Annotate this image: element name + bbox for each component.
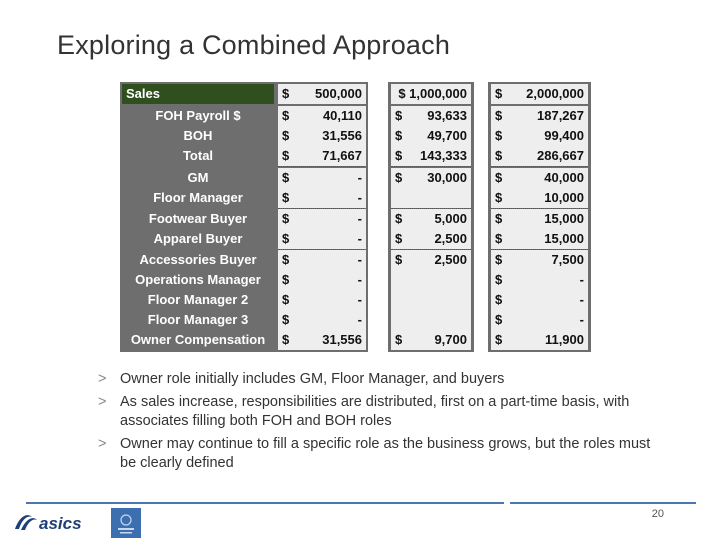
col3-currency: $ (491, 229, 513, 249)
col2-value: $ 1,000,000 (391, 84, 471, 104)
col2-value: 2,500 (413, 250, 471, 270)
bullet-list (98, 370, 658, 477)
col2-currency: $ (391, 209, 413, 229)
row-label: Total (182, 148, 214, 163)
col1-currency: $ (278, 84, 304, 104)
row-label: Floor Manager (153, 190, 243, 205)
row-label: Owner Compensation (130, 332, 266, 347)
col1-currency: $ (278, 310, 304, 330)
col2-value: 9,700 (413, 330, 471, 350)
col3-value: - (513, 310, 588, 330)
row-label: FOH Payroll $ (155, 108, 241, 123)
col2-value: 93,633 (413, 106, 471, 126)
col3-value: 187,267 (513, 106, 588, 126)
col2-value: 143,333 (413, 146, 471, 166)
col3-value: 286,667 (513, 146, 588, 166)
col1-value: - (304, 250, 366, 270)
slide-title: Exploring a Combined Approach (57, 30, 451, 60)
bullet-text: As sales increase, responsibilities are distributed, first on a part-time basis, with associates filling both FOH and BOH roles (120, 394, 630, 429)
col2-value (413, 290, 471, 310)
bullet-text: Owner role initially includes GM, Floor Manager, and buyers (120, 371, 505, 387)
row-separator (391, 166, 471, 167)
col1-currency: $ (278, 330, 304, 350)
col3-currency: $ (491, 250, 513, 270)
col1-currency: $ (278, 250, 304, 270)
col3-currency: $ (491, 310, 513, 330)
col3-value: 7,500 (513, 250, 588, 270)
col3-currency: $ (491, 290, 513, 310)
col1-currency: $ (278, 126, 304, 146)
col2-currency: $ (391, 126, 413, 146)
col1-currency: $ (278, 290, 304, 310)
col2-value: 5,000 (413, 209, 471, 229)
row-label: GM (187, 170, 209, 185)
bullet-text: Owner may continue to fill a specific role as the business grows, but the roles must be clearly defined (120, 436, 651, 471)
col2-currency: $ (391, 168, 413, 188)
col3-currency: $ (491, 146, 513, 166)
col2-value: 30,000 (413, 168, 471, 188)
col1-value: 31,556 (304, 126, 366, 146)
col1-currency: $ (278, 168, 304, 188)
bullet-item (98, 393, 658, 431)
col2-currency: $ (391, 106, 413, 126)
col1-value: 500,000 (304, 84, 366, 104)
col1-value: 31,556 (304, 330, 366, 350)
col3-value: 2,000,000 (513, 84, 588, 104)
col3-currency: $ (491, 188, 513, 208)
col2-currency: $ (391, 250, 413, 270)
col1-value: - (304, 188, 366, 208)
row-separator (278, 166, 364, 167)
col1-currency: $ (278, 209, 304, 229)
row-separator (491, 166, 588, 167)
col2-currency (391, 188, 413, 208)
col1-currency: $ (278, 146, 304, 166)
bullet-item (98, 435, 658, 473)
col3-currency: $ (491, 270, 513, 290)
col3-currency: $ (491, 209, 513, 229)
row-label: Accessories Buyer (139, 252, 257, 267)
row-label: Floor Manager 3 (147, 312, 249, 327)
col2-value (413, 310, 471, 330)
col1-value: - (304, 168, 366, 188)
col3-currency: $ (491, 106, 513, 126)
col2-value (413, 188, 471, 208)
col1-currency: $ (278, 270, 304, 290)
col2-currency (391, 290, 413, 310)
col3-value: - (513, 290, 588, 310)
bullet-marker: > (98, 436, 107, 452)
col1-currency: $ (278, 188, 304, 208)
col1-value: - (304, 209, 366, 229)
col2-currency (391, 270, 413, 290)
col1-currency: $ (278, 229, 304, 249)
footer-divider (26, 502, 504, 504)
col3-value: 15,000 (513, 209, 588, 229)
footer-divider (510, 502, 696, 504)
asics-logo (12, 509, 92, 540)
col2-currency: $ (391, 229, 413, 249)
col3-currency: $ (491, 168, 513, 188)
row-label: Floor Manager 2 (147, 292, 249, 307)
col2-currency (391, 310, 413, 330)
col1-value: - (304, 229, 366, 249)
col3-currency: $ (491, 84, 513, 104)
col1-value: 40,110 (304, 106, 366, 126)
col2-value: 49,700 (413, 126, 471, 146)
bullet-marker: > (98, 394, 107, 410)
row-label: BOH (183, 128, 213, 143)
row-label: Footwear Buyer (148, 211, 248, 226)
col1-value: - (304, 310, 366, 330)
col3-value: - (513, 270, 588, 290)
col3-currency: $ (491, 126, 513, 146)
col3-value: 10,000 (513, 188, 588, 208)
bullet-marker: > (98, 371, 107, 387)
page-number: 20 (651, 508, 664, 520)
col3-currency: $ (491, 330, 513, 350)
col2-currency: $ (391, 330, 413, 350)
col3-value: 11,900 (513, 330, 588, 350)
col3-value: 99,400 (513, 126, 588, 146)
col3-value: 15,000 (513, 229, 588, 249)
col2-value (413, 270, 471, 290)
partner-badge-icon (111, 508, 141, 538)
col3-value: 40,000 (513, 168, 588, 188)
row-label: Sales (122, 84, 274, 104)
col1-value: - (304, 270, 366, 290)
svg-text:asics: asics (39, 514, 82, 533)
bullet-item (98, 370, 658, 389)
col2-currency: $ (391, 146, 413, 166)
col1-value: 71,667 (304, 146, 366, 166)
row-label: Operations Manager (135, 272, 261, 287)
row-label: Apparel Buyer (153, 231, 243, 246)
col1-currency: $ (278, 106, 304, 126)
col2-value: 2,500 (413, 229, 471, 249)
col1-value: - (304, 290, 366, 310)
